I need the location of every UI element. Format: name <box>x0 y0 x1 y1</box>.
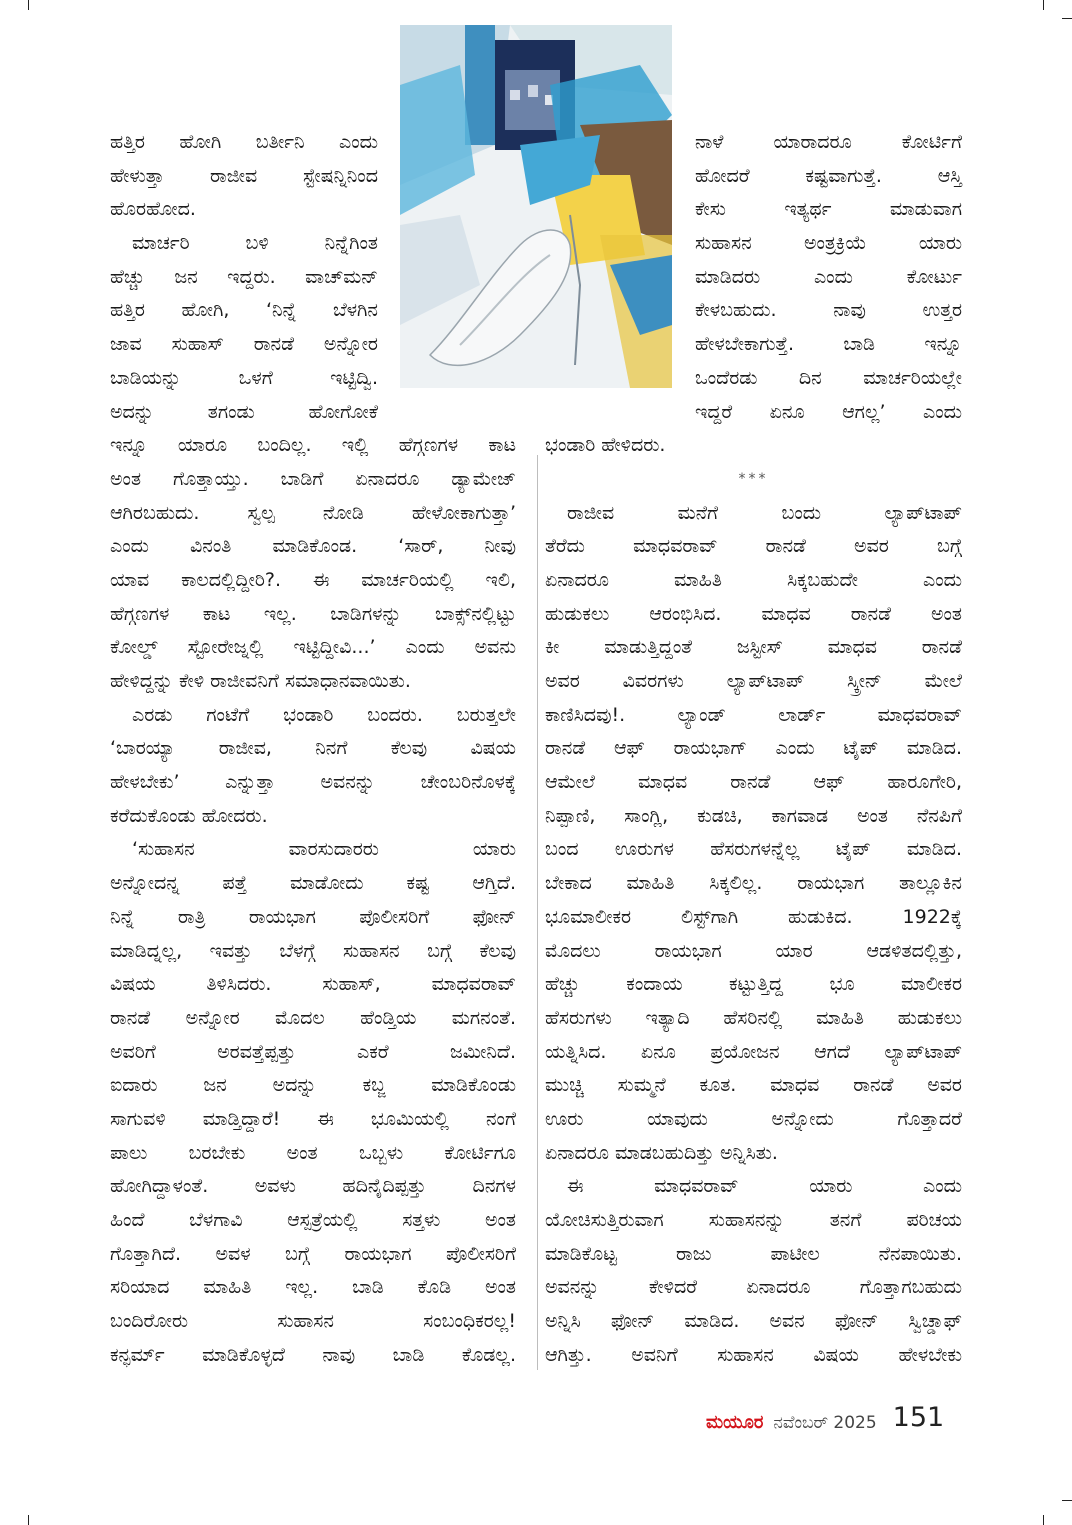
text-line: ಅವನನ್ನು ಕೇಳಿದರೆ ಏನಾದರೂ ಗೊತ್ತಾಗಬಹುದು <box>545 1276 962 1299</box>
crop-mark <box>28 0 29 10</box>
crop-mark <box>1062 1500 1072 1501</box>
paragraph <box>110 699 516 834</box>
right-column <box>545 126 962 1372</box>
text-line: ಹೆಚ್ಚು ಜನ ಇದ್ದರು. ವಾಚ್‌ಮನ್ <box>110 265 378 288</box>
magazine-logo: ಮಯೂರ <box>706 1412 764 1433</box>
text-line: ನಿಪ್ಪಾಣಿ, ಸಾಂಗ್ಲಿ, ಕುಡಚಿ, ಕಾಗವಾಡ ಅಂತ ನೆನಪಿಗೆ <box>545 804 962 827</box>
text-line: ಹಿಂದೆ ಬೆಳಗಾವಿ ಆಸ್ಪತ್ರೆಯಲ್ಲಿ ಸತ್ತಳು ಅಂತ <box>110 1209 516 1231</box>
text-line: ಇನ್ನೂ ಯಾರೂ ಬಂದಿಲ್ಲ. ಇಲ್ಲಿ ಹೆಗ್ಗಣಗಳ ಕಾಟ <box>110 434 516 457</box>
text-line: ಹೇಳಬೇಕು’ ಎನ್ನುತ್ತಾ ಅವನನ್ನು ಚೇಂಬರಿನೊಳಕ್ಕೆ <box>110 771 516 794</box>
text-line: ಕಾಣಿಸಿದವು!. ಲ್ಯಾಂಡ್ ಲಾರ್ಡ್ ಮಾಧವರಾವ್ <box>545 703 962 726</box>
text-line: ಹೇಳುತ್ತಾ ರಾಜೀವ ಸ್ಟೇಷನ್ನಿನಿಂದ <box>110 164 378 187</box>
text-line: ಸಾಗುವಳಿ ಮಾಡ್ತಿದ್ದಾರೆ! ಈ ಭೂಮಿಯಲ್ಲಿ ನಂಗೆ <box>110 1107 516 1130</box>
crop-mark <box>28 1515 29 1525</box>
column-divider <box>537 455 538 1370</box>
text-line: ಅವರಿಗೆ ಅರವತ್ತೆಪ್ಪತ್ತು ಎಕರೆ ಜಮೀನಿದೆ. <box>110 1040 516 1063</box>
text-line: ಮೊದಲು ರಾಯಭಾಗ ಯಾರ ಆಡಳಿತದಲ್ಲಿತ್ತು, <box>545 939 962 962</box>
text-line: ಮುಚ್ಚಿ ಸುಮ್ಮನೆ ಕೂತ. ಮಾಧವ ರಾನಡೆ ಅವರ <box>545 1074 962 1097</box>
text-line: ಬೇಕಾದ ಮಾಹಿತಿ ಸಿಕ್ಕಲಿಲ್ಲ. ರಾಯಭಾಗ ತಾಲ್ಲೂಕಿನ <box>545 872 962 895</box>
text-line: ಊರು ಯಾವುದು ಅನ್ನೋದು ಗೊತ್ತಾದರೆ <box>545 1107 962 1130</box>
text-line: ಕನ್ಫರ್ಮ್ ಮಾಡಿಕೊಳ್ಳದೆ ನಾವು ಬಾಡಿ ಕೊಡಲ್ಲ. <box>110 1343 516 1366</box>
text-line: ಅನ್ನೋದನ್ನ ಪತ್ತೆ ಮಾಡೋದು ಕಷ್ಟ ಆಗ್ತಿದೆ. <box>110 872 516 895</box>
text-line: ಅನ್ನಿಸಿ ಫೋನ್ ಮಾಡಿದ. ಅವನ ಫೋನ್ ಸ್ವಿಚ್ಡಾಫ್ <box>545 1310 962 1333</box>
left-column <box>110 126 516 1372</box>
text-line: ರಾನಡೆ ಅನ್ನೋರ ಮೊದಲ ಹೆಂಡ್ತಿಯ ಮಗನಂತೆ. <box>110 1006 516 1029</box>
page-number: 151 <box>892 1402 945 1433</box>
text-line: ಗೊತ್ತಾಗಿದೆ. ಅವಳ ಬಗ್ಗೆ ರಾಯಭಾಗ ಪೊಲೀಸರಿಗೆ <box>110 1242 516 1265</box>
text-line: ವಿಷಯ ತಿಳಿಸಿದರು. ಸುಹಾಸ್, ಮಾಧವರಾವ್ <box>110 973 516 996</box>
crop-mark <box>1043 1515 1044 1525</box>
text-line: ಹೊರಹೋದ. <box>110 198 196 221</box>
text-line: ಅದನ್ನು ತಗಂಡು ಹೋಗೋಕೆ <box>110 400 378 423</box>
crop-mark <box>1043 0 1044 10</box>
section-separator: *** <box>738 470 769 487</box>
text-line: ಬಾಡಿಯನ್ನು ಒಳಗೆ ಇಟ್ಟಿದ್ವಿ. <box>110 366 378 389</box>
paragraph <box>110 833 516 1372</box>
text-line: ಈ ಮಾಧವರಾವ್ ಯಾರು ಎಂದು <box>567 1175 962 1198</box>
text-line: ಪಾಲು ಬರಬೇಕು ಅಂತ ಒಬ್ಬಳು ಕೋರ್ಟಿಗೂ <box>110 1141 516 1164</box>
text-line: ಹೋಗಿದ್ದಾಳಂತೆ. ಅವಳು ಹದಿನೈದಿಪ್ಪತ್ತು ದಿನಗಳ <box>110 1175 516 1198</box>
text-line: ಇದ್ದರೆ ಏನೂ ಆಗಲ್ಲ’ ಎಂದು <box>695 400 962 423</box>
text-line: ಕೋಲ್ಡ್ ಸ್ಟೋರೇಜ್ನಲ್ಲಿ ಇಟ್ಟಿದ್ದೀವಿ...’ ಎಂದು ಅವನು <box>110 636 516 659</box>
text-line: ಬಂದಿರೋರು ಸುಹಾಸನ ಸಂಬಂಧಿಕರಲ್ಲ! <box>110 1310 516 1333</box>
paragraph <box>545 126 962 463</box>
crop-mark <box>1062 18 1072 19</box>
text-line: ಯಾವ ಕಾಲದಲ್ಲಿದ್ದೀರಿ?. ಈ ಮಾರ್ಚರಿಯಲ್ಲಿ ಇಲಿ, <box>110 568 516 591</box>
text-line: ಹೆಸರುಗಳು ಇತ್ಯಾದಿ ಹೆಸರಿನಲ್ಲಿ ಮಾಹಿತಿ ಹುಡುಕಲು <box>545 1006 962 1029</box>
text-line: ‘ಸುಹಾಸನ ವಾರಸುದಾರರು ಯಾರು <box>132 838 516 861</box>
text-line: ಸುಹಾಸನ ಅಂತ್ರಕ್ರಿಯೆ ಯಾರು <box>695 232 962 255</box>
text-line: ಏನಾದರೂ ಮಾಡಬಹುದಿತ್ತು ಅನ್ನಿಸಿತು. <box>545 1141 778 1164</box>
text-line: ರಾನಡೆ ಆಫ್ ರಾಯಭಾಗ್ ಎಂದು ಟೈಪ್ ಮಾಡಿದ. <box>545 737 962 760</box>
text-line: ಹುಡುಕಲು ಆರಂಭಿಸಿದ. ಮಾಧವ ರಾನಡೆ ಅಂತ <box>545 602 962 625</box>
paragraph <box>110 227 516 699</box>
text-line: ತೆರೆದು ಮಾಧವರಾವ್ ರಾನಡೆ ಅವರ ಬಗ್ಗೆ <box>545 535 962 558</box>
text-line: ನಿನ್ನೆ ರಾತ್ರಿ ರಾಯಭಾಗ ಪೊಲೀಸರಿಗೆ ಫೋನ್ <box>110 905 516 928</box>
text-line: ಆಗಿರಬಹುದು. ಸ್ವಲ್ಪ ನೋಡಿ ಹೇಳೋಕಾಗುತ್ತಾ’ <box>110 501 516 524</box>
text-line: ಹೋದರೆ ಕಷ್ಟವಾಗುತ್ತೆ. ಆಸ್ತಿ <box>695 164 962 187</box>
text-line: ಯೋಚಿಸುತ್ತಿರುವಾಗ ಸುಹಾಸನನ್ನು ತನಗೆ ಪರಿಚಯ <box>545 1209 962 1231</box>
text-line: ಯತ್ನಿಸಿದ. ಏನೂ ಪ್ರಯೋಜನ ಆಗದೆ ಲ್ಯಾಪ್‌ಟಾಪ್ <box>545 1040 962 1063</box>
text-line: ಬಂದ ಊರುಗಳ ಹೆಸರುಗಳನ್ನೆಲ್ಲ ಟೈಪ್ ಮಾಡಿದ. <box>545 838 962 861</box>
paragraph <box>545 1170 962 1372</box>
text-line: ಎರಡು ಗಂಟೆಗೆ ಭಂಡಾರಿ ಬಂದರು. ಬರುತ್ತಲೇ <box>132 703 516 726</box>
text-line: ಕೀ ಮಾಡುತ್ತಿದ್ದಂತೆ ಜಸ್ಟೀಸ್ ಮಾಧವ ರಾನಡೆ <box>545 636 962 659</box>
text-line: ಮಾಡಿಕೊಟ್ಟ ರಾಜು ಪಾಟೀಲ ನೆನಪಾಯಿತು. <box>545 1242 962 1265</box>
text-line: ಏನಾದರೂ ಮಾಹಿತಿ ಸಿಕ್ಕಬಹುದೇ ಎಂದು <box>545 568 962 591</box>
text-line: ಹೇಳಬೇಕಾಗುತ್ತೆ. ಬಾಡಿ ಇನ್ನೂ <box>695 333 962 356</box>
text-line: ಮಾರ್ಚರಿ ಬಳಿ ನಿನ್ನೆಗಿಂತ <box>132 232 378 255</box>
text-line: ಜಾವ ಸುಹಾಸ್ ರಾನಡೆ ಅನ್ನೋರ <box>110 333 378 356</box>
text-line: ಒಂದೆರಡು ದಿನ ಮಾರ್ಚರಿಯಲ್ಲೇ <box>695 366 962 389</box>
paragraph <box>110 126 516 227</box>
text-line: ಅಂತ ಗೊತ್ತಾಯ್ತು. ಬಾಡಿಗೆ ಏನಾದರೂ ಡ್ಯಾಮೇಜ್ <box>110 467 516 490</box>
text-line: ಕೇಸು ಇತ್ಯರ್ಥ ಮಾಡುವಾಗ <box>695 198 962 221</box>
text-line: ಹೇಳಿದ್ದನ್ನು ಕೇಳಿ ರಾಜೀವನಿಗೆ ಸಮಾಧಾನವಾಯಿತು. <box>110 670 411 692</box>
paragraph <box>545 497 962 1171</box>
text-line: ಸರಿಯಾದ ಮಾಹಿತಿ ಇಲ್ಲ. ಬಾಡಿ ಕೊಡಿ ಅಂತ <box>110 1276 516 1299</box>
text-line: ನಾಳೆ ಯಾರಾದರೂ ಕೋರ್ಟಿಗೆ <box>695 131 962 153</box>
text-line: ಹತ್ತಿರ ಹೋಗಿ ಬರ್ತೀನಿ ಎಂದು <box>110 131 378 153</box>
text-line: ಭಂಡಾರಿ ಹೇಳಿದರು. <box>545 434 666 457</box>
text-line: ಮಾಡಿದ್ನಲ್ಲ, ಇವತ್ತು ಬೆಳಗ್ಗೆ ಸುಹಾಸನ ಬಗ್ಗೆ ಕೆಲವು <box>110 939 516 962</box>
text-line: ಹತ್ತಿರ ಹೋಗಿ, ‘ನಿನ್ನೆ ಬೆಳಗಿನ <box>110 299 378 322</box>
text-line: ಮಾಡಿದರು ಎಂದು ಕೋರ್ಟು <box>695 265 962 288</box>
text-line: ಐದಾರು ಜನ ಅದನ್ನು ಕಬ್ಜ ಮಾಡಿಕೊಂಡು <box>110 1074 516 1097</box>
page-footer <box>706 1393 944 1433</box>
text-line: ಹೆಚ್ಚು ಕಂದಾಯ ಕಟ್ಟುತ್ತಿದ್ದ ಭೂ ಮಾಲೀಕರ <box>545 973 962 996</box>
issue-date: ನವೆಂಬರ್ 2025 <box>773 1413 877 1433</box>
text-line: ಕೇಳಬಹುದು. ನಾವು ಉತ್ತರ <box>695 299 962 322</box>
text-line: ‘ಬಾರಯ್ಯಾ ರಾಜೀವ, ನಿನಗೆ ಕೆಲವು ವಿಷಯ <box>110 737 516 760</box>
text-line: ಭೂಮಾಲೀಕರ ಲಿಸ್ಟ್‌ಗಾಗಿ ಹುಡುಕಿದ. 1922ಕ್ಕೆ <box>545 905 962 928</box>
text-line: ಆಗಿತ್ತು. ಅವನಿಗೆ ಸುಹಾಸನ ವಿಷಯ ಹೇಳಬೇಕು <box>545 1343 962 1366</box>
text-line: ಅವರ ವಿವರಗಳು ಲ್ಯಾಪ್‌ಟಾಪ್ ಸ್ಕ್ರೀನ್ ಮೇಲೆ <box>545 670 962 692</box>
text-line: ಕರೆದುಕೊಂಡು ಹೋದರು. <box>110 804 268 827</box>
text-line: ರಾಜೀವ ಮನೆಗೆ ಬಂದು ಲ್ಯಾಪ್‌ಟಾಪ್ <box>567 501 962 524</box>
text-line: ಎಂದು ವಿನಂತಿ ಮಾಡಿಕೊಂಡ. ‘ಸಾರ್, ನೀವು <box>110 535 516 558</box>
text-line: ಹೆಗ್ಗಣಗಳ ಕಾಟ ಇಲ್ಲ. ಬಾಡಿಗಳನ್ನು ಬಾಕ್ಸ್‌ನಲ್ಲಿಟ್ಟು <box>110 602 516 625</box>
text-line: ಆಮೇಲೆ ಮಾಧವ ರಾನಡೆ ಆಫ್ ಹಾರೂಗೇರಿ, <box>545 771 962 794</box>
